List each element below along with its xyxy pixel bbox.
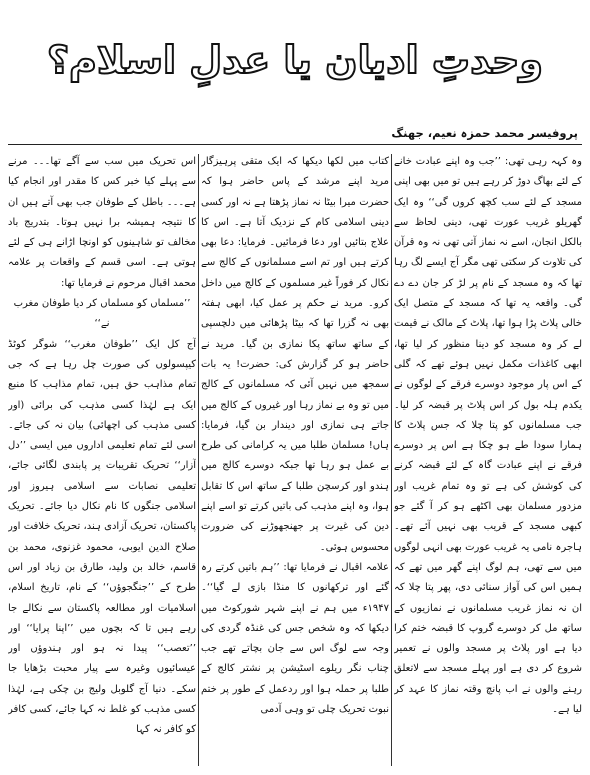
column-right [394, 152, 582, 770]
paragraph: کتاب میں لکھا دیکھا کہ ایک متقی پرہیزگار مرید اپنے مرشد کے پاس حاضر ہوا کہ حضرت میرا بیٹا نہ نماز پڑھتا ہے نہ اور کسی دینی اسلامی کام کے نزدیک آتا ہے۔ اس کا علاج بتائیں اور دعا فرمائیں۔ فرمایا: دعا بھی کرتے ہیں اور تم اسے مسلمانوں کے کالج سے نکال کر فوراً غیر مسلموں کے کالج میں داخل کرو۔ مرید نے حکم پر عمل کیا، ابھی ہفتہ بھی نہ گزرا تھا کہ بیٹا پڑھائی میں دلچسپی کے ساتھ ساتھ پکا نمازی بن گیا۔ مرید نے حاضر ہو کر گزارش کی: حضرت! یہ بات سمجھ میں نہیں آئی کہ مسلمانوں کے کالج میں تو وہ بے نماز رہا اور غیروں کے کالج میں جاتے ہی نمازی اور دیندار بن گیا، فرمایا: ہاں! مسلمان طلبا میں یہ کرامانی کی طرح بے عمل ہو رہا تھا جبکہ دوسرے کالج میں ہندو اور کرسچن طلبا کے ساتھ اس کا تقابل ہوا، وہ اپنے مذہب کی باتیں کرتے تو اسے اپنے دین کی غیرت پر جھنجھوڑنے کی ضرورت محسوس ہوئی۔ [201, 156, 389, 553]
paragraph: علامہ اقبال نے فرمایا تھا: ’’ہم باتیں کرتے رہ گئے اور ترکھانوں کا منڈا بازی لے گیا‘‘۔ ۱۹۴۷ء میں ہم نے اپنے شہر شورکوٹ میں دیکھا کہ وہ شخص جس کی غنڈہ گردی کی وجہ سے لوگ اس سے جان بچاتے تھے جب چناب نگر ریلوے اسٹیشن پر نشتر کالج کے طلبا پر حملہ ہوا اور ردعمل کے طور پر ختم نبوت تحریک چلی تو وہی آدمی [201, 561, 389, 716]
header-rule [8, 144, 582, 145]
column-middle [201, 152, 389, 770]
author-byline: پروفیسر محمد حمزہ نعیم، جھنگ [391, 126, 578, 140]
column-divider [391, 154, 392, 766]
article-title: وحدتِ ادیان یا عدلِ اسلام؟ [46, 38, 544, 82]
paragraph: اس تحریک میں سب سے آگے تھا۔۔۔ مرنے سے پہلے کیا خبر کس کا مقدر اور انجام کیا ہے۔۔۔ باطل کے طوفان جب بھی آتے ہیں ان کا نتیجہ ہمیشہ برا نہیں ہوتا۔ بتدریج باد مخالف تو شاہینوں کو اونچا اڑانے ہی کے لئے ہوتی ہے۔ اسی قسم کے واقعات پر علامہ محمد اقبال مرحوم نے فرمایا تھا: [8, 156, 196, 289]
paragraph: وہ کہہ رہی تھی: ’’جب وہ اپنے عبادت خانے کے لئے بھاگ دوڑ کر رہے ہیں تو میں بھی اپنی مسجد کے لئے سب کچھ کروں گی‘‘ وہ ایک گھریلو غریب عورت تھی، دینی لحاظ سے بالکل انجان، اسے نہ نماز آتی تھی نہ وہ قرآن کی تلاوت کر سکتی تھی مگر آج ایسے لگ رہا تھا کہ وہ مسجد کے نام پر لڑ کر جان دے دے گی۔ واقعہ یہ تھا کہ مسجد کے متصل ایک خالی پلاٹ پڑا ہوا تھا، پلاٹ کے مالک نے قیمت لے کر وہ مسجد کو دینا منظور کر لیا تھا، ابھی کاغذات مکمل نہیں ہوئے تھے کہ گلی کے اس پار موجود دوسرے فرقے کے لوگوں نے یکدم ہلہ بول کر اس پلاٹ پر قبضہ کر لیا۔ جب مسلمانوں کو پتا چلا کہ جس پلاٹ کا ہمارا سودا طے ہو چکا ہے اس پر دوسرے فرقے نے اپنے عبادت گاہ کے لئے قبضہ کرنے کی کوشش کی ہے تو وہ تمام غریب اور مزدور مسلمان بھی اکٹھے ہو کر آ گئے جو کبھی مسجد کے قریب بھی نہیں آئے تھے۔ ہاجرہ نامی یہ غریب عورت بھی انہی لوگوں میں سے تھی، ہم لوگ اپنے گھر میں تھے کہ ہمیں اس کی آواز سنائی دی، پھر پتا چلا کہ ان نہ نماز غریب مسلمانوں نے نمازیوں کے ساتھ مل کر دوسرے گروپ کا قبضہ ختم کرا دیا ہے اور پلاٹ پر مسجد والوں نے تعمیر شروع کر دی ہے اور پہلے مسجد سے لاتعلق رہنے والوں نے اب پانچ وقتہ نماز کا عہد کر لیا ہے۔ [394, 156, 582, 716]
article-body [8, 152, 582, 772]
column-divider [198, 154, 199, 766]
paragraph: آج کل ایک ’’طوفان مغرب‘‘ شوگر کوٹڈ کیپسولوں کی صورت چل رہا ہے کہ جی تمام مذاہب حق ہیں، تمام مذاہب کا منبع ایک ہے لہٰذا کسی مذہب کی برائی (اور کسی مذہب کی اچھائی) بیان نہ کی جائے۔ اسی لئے تمام تعلیمی اداروں میں ایسی ’’دل آزار‘‘ تحریک تقریبات پر پابندی لگائی جائے، تعلیمی نصابات سے اسلامی ہیروز اور اسلامی جنگوں کا نام نکال دیا جائے۔ تحریک پاکستان، تحریک آزادی ہند، تحریک خلافت اور صلاح الدین ایوبی، محمود غزنوی، محمد بن قاسم، خالد بن ولید، طارق بن زیاد اور اس طرح کے ’’جنگجوؤں‘‘ کے نام، تاریخ اسلام، اسلامیات اور مطالعہ پاکستان سے نکالے جا رہے ہیں تا کہ بچوں میں ’’اپنا پرایا‘‘ اور ’’تعصب‘‘ پیدا نہ ہو اور ہندوؤں اور عیسائیوں وغیرہ سے پیار محبت بڑھایا جا سکے۔ دنیا آج گلوبل ولیج بن چکی ہے، لہٰذا کسی مذہب کو غلط نہ کہا جائے، کسی کافر کو کافر نہ کہا [8, 338, 196, 736]
column-left [8, 152, 196, 770]
verse-quote: ’’مسلماں کو مسلماں کر دیا طوفان مغرب نے‘‘ [13, 298, 191, 330]
